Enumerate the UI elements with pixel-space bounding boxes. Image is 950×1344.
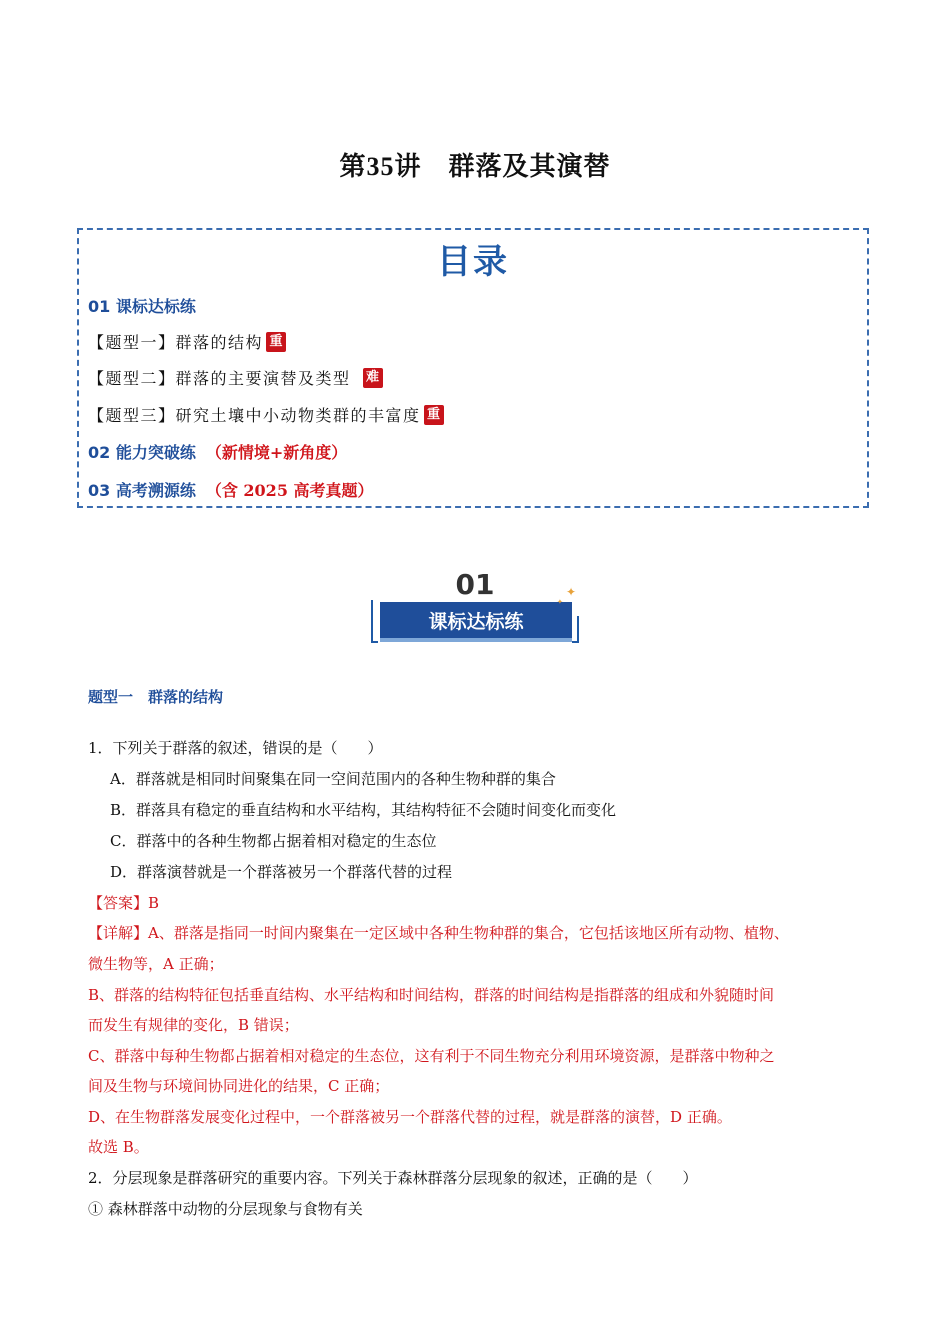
badge-label: 课标达标练 bbox=[428, 611, 524, 633]
toc-type-2[interactable]: 【题型二】群落的主要演替及类型 难 bbox=[88, 366, 383, 389]
q1-explanation-line: 【详解】A、群落是指同一时间内聚集在一定区域中各种生物种群的集合，它包括该地区所有动物、植物、 bbox=[88, 924, 789, 942]
page-title: 第35讲 群落及其演替 bbox=[339, 152, 611, 182]
key-point-tag: 重 bbox=[266, 332, 286, 352]
q2-item: ① 森林群落中动物的分层现象与食物有关 bbox=[88, 1200, 363, 1218]
q1-answer: 【答案】B bbox=[88, 894, 160, 912]
toc-heading: 目录 bbox=[437, 242, 509, 282]
q1-option-b: B．群落具有稳定的垂直结构和水平结构，其结构特征不会随时间变化而变化 bbox=[110, 801, 617, 819]
sparkle-icon: ✦ bbox=[557, 598, 563, 606]
difficult-tag: 难 bbox=[363, 368, 383, 388]
q1-explanation-line: 故选 B。 bbox=[88, 1138, 149, 1156]
badge-number: 01 bbox=[455, 568, 495, 601]
toc-type-1[interactable]: 【题型一】群落的结构 重 bbox=[88, 330, 286, 353]
q1-stem: 1．下列关于群落的叙述，错误的是（ ） bbox=[88, 739, 383, 757]
q1-explanation-line: 间及生物与环境间协同进化的结果，C 正确； bbox=[88, 1077, 390, 1095]
q2-stem: 2．分层现象是群落研究的重要内容。下列关于森林群落分层现象的叙述，正确的是（ ） bbox=[88, 1169, 698, 1187]
toc-section-1[interactable]: 01 课标达标练 bbox=[88, 297, 196, 316]
q1-option-d: D．群落演替就是一个群落被另一个群落代替的过程 bbox=[110, 863, 453, 881]
q1-explanation-line: D、在生物群落发展变化过程中，一个群落被另一个群落代替的过程，就是群落的演替，D 正确。 bbox=[88, 1108, 732, 1126]
q1-option-c: C．群落中的各种生物都占据着相对稳定的生态位 bbox=[110, 832, 437, 850]
toc-section-2[interactable]: 02 能力突破练 （新情境+新角度） bbox=[88, 443, 348, 462]
toc-type-3[interactable]: 【题型三】研究土壤中小动物类群的丰富度 重 bbox=[88, 403, 444, 426]
key-point-tag: 重 bbox=[424, 405, 444, 425]
toc-section-3[interactable]: 03 高考溯源练 （含 2025 高考真题） bbox=[88, 481, 374, 500]
question-type-title: 题型一 群落的结构 bbox=[88, 688, 224, 706]
q1-explanation-line: 微生物等，A 正确； bbox=[88, 955, 224, 973]
q1-explanation-line: C、群落中每种生物都占据着相对稳定的生态位，这有利于不同生物充分利用环境资源，是群落中物种之 bbox=[88, 1047, 775, 1065]
table-of-contents bbox=[77, 228, 869, 508]
q1-explanation-line: B、群落的结构特征包括垂直结构、水平结构和时间结构，群落的时间结构是指群落的组成和外貌随时间 bbox=[88, 986, 775, 1004]
q1-explanation-line: 而发生有规律的变化，B 错误； bbox=[88, 1016, 299, 1034]
q1-option-a: A．群落就是相同时间聚集在同一空间范围内的各种生物种群的集合 bbox=[110, 770, 556, 788]
section-badge bbox=[368, 566, 582, 650]
sparkle-icon: ✦ bbox=[566, 585, 577, 599]
